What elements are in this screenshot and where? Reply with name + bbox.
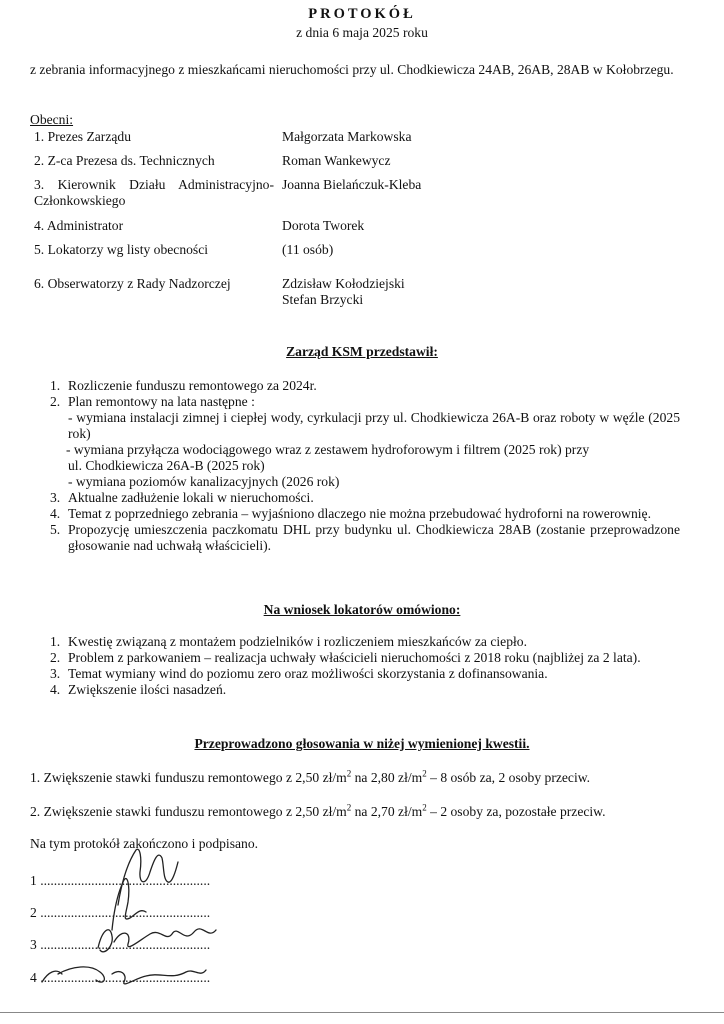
attendee-role: 6. Obserwatorzy z Rady Nadzorczej <box>34 276 231 291</box>
closing-statement: Na tym protokół zakończono i podpisano. <box>30 836 259 851</box>
vote-result: 2. Zwiększenie stawki funduszu remontowego z 2,50 $zł/m^2$ na 2,70 $zł/m^2 - 2$ osoby za, pozostałe przeciw. <box>30 802 606 819</box>
vote-result: 1. Zwiększenie stawki funduszu remontowego z 2,50 $zł/m^2$ na 2,80 $zł/m^2 - 8$ osób za, 2 osoby przeciw. <box>30 768 591 785</box>
attendee-person: Małgorzata Markowska <box>282 129 412 144</box>
signature-line: 4 .................................................. <box>30 970 211 985</box>
attendees-heading: Obecni: <box>30 112 74 127</box>
attendee-role: 2. Z-ca Prezesa ds. Technicznych <box>34 153 215 168</box>
attendee-person: Joanna Bielańczuk-Kleba <box>282 177 422 192</box>
list-item: 1. Kwestię związaną z montażem podzielników i rozliczeniem mieszkańców za ciepło. <box>50 634 527 649</box>
list-subitem: - wymiana poziomów kanalizacyjnych (2026 rok) <box>68 474 340 489</box>
attendee-person: (11 osób) <box>282 242 334 257</box>
attendee-person: Stefan Brzycki <box>282 292 364 307</box>
signature-line: 1 .................................................. <box>30 873 211 888</box>
list-item: 2. Problem z parkowaniem – realizacja uchwały właścicieli nieruchomości z 2018 roku (najbliżej za 2 lata). <box>50 650 641 665</box>
attendee-role: 3. Kierownik Działu Administracyjno-Członkowskiego <box>34 177 274 208</box>
list-item: 3. Temat wymiany wind do poziomu zero oraz możliwości skorzystania z dofinansowania. <box>50 666 548 681</box>
list-item: 2. Plan remontowy na lata następne : - wymiana instalacji zimnej i ciepłej wody, cyrkulacji przy ul. Chodkiewicza 26A-B oraz roboty w węźle (2025 rok) - wymiana przyłącza wodociągowego wraz z zestawem hydroforowym i filtrem (2025 rok) przy ul. Chodkiewicza 26A-B (2025 rok) - wymiana poziomów kanalizacyjnych (2026 rok) <box>50 394 680 489</box>
attendee-person: Dorota Tworek <box>282 218 365 233</box>
list-subitem: - wymiana instalacji zimnej i ciepłej wody, cyrkulacji przy ul. Chodkiewicza 26A-B oraz roboty w węźle (2025 rok) <box>68 410 680 441</box>
board-list <box>50 378 680 554</box>
attendee-role: 5. Lokatorzy wg listy obecności <box>34 242 209 257</box>
list-subitem: ul. Chodkiewicza 26A-B (2025 rok) <box>68 458 265 473</box>
signature-line: 2 .................................................. <box>30 905 211 920</box>
list-item: 1. Rozliczenie funduszu remontowego za 2024r. <box>50 378 317 393</box>
signature-line: 3 .................................................. <box>30 937 211 952</box>
tenants-list <box>50 634 680 698</box>
list-item: 5. Propozycję umieszczenia paczkomatu DHL przy budynku ul. Chodkiewicza 28AB (zostanie przeprowadzone głosowanie nad uchwałą właścicieli). <box>50 522 680 553</box>
attendee-role: 1. Prezes Zarządu <box>34 129 131 144</box>
votes-section-heading: Przeprowadzono głosowania w niżej wymienionej kwestii. <box>194 736 530 751</box>
document-date: z dnia 6 maja 2025 roku <box>296 25 428 40</box>
intro-paragraph: z zebrania informacyjnego z mieszkańcami nieruchomości przy ul. Chodkiewicza 24AB, 26AB, 28AB w Kołobrzegu. <box>30 62 674 77</box>
list-subitem: - wymiana przyłącza wodociągowego wraz z zestawem hydroforowym i filtrem (2025 rok) przy <box>66 442 590 457</box>
page-bottom-rule <box>0 1012 724 1013</box>
list-item: 3. Aktualne zadłużenie lokali w nieruchomości. <box>50 490 314 505</box>
attendee-person: Zdzisław Kołodziejski <box>282 276 405 291</box>
list-item: 4. Zwiększenie ilości nasadzeń. <box>50 682 227 697</box>
list-item: 4. Temat z poprzedniego zebrania – wyjaśniono dlaczego nie można przebudować hydroforni na rowerownię. <box>50 506 651 521</box>
board-section-heading: Zarząd KSM przedstawił: <box>286 344 438 359</box>
tenants-section-heading: Na wniosek lokatorów omówiono: <box>263 602 461 617</box>
attendee-person: Roman Wankewycz <box>282 153 391 168</box>
document-title: PROTOKÓŁ <box>308 6 416 22</box>
attendee-role: 4. Administrator <box>34 218 124 233</box>
